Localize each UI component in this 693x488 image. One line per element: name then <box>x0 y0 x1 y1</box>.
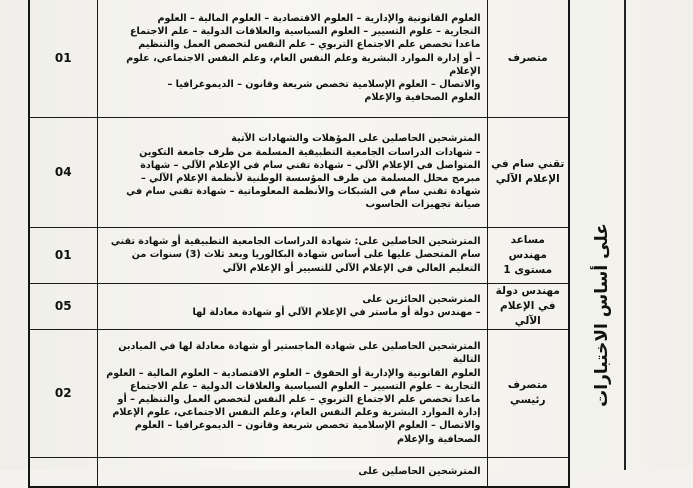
table-row <box>29 329 569 457</box>
job-title: تقني سام في الإعلام الآلي <box>487 117 569 227</box>
positions-count: 01 <box>29 227 97 283</box>
job-title: متصرف <box>487 0 569 117</box>
qualifications-text: المترشحين الحاصلين على المؤهلات والشهادات الآتية – شهادات الدراسات الجامعية التطبيقية المسلمة من طرف جامعة التكوين المتواصل في الإعلام الآلي – شهادة تقني سام في الإعلام الآلي – شهادة مبرمج محلل المسلمة من طرف المؤسسة الوطنية لأنظمة الإعلام الآلي – شهادة تقني سام في الشبكات والأنظمة المعلوماتية – شهادة تقني سام في صيانة تجهيزات الحاسوب <box>97 117 487 227</box>
recruitment-table <box>28 0 570 488</box>
table-row <box>29 283 569 329</box>
table-row <box>29 457 569 487</box>
job-title: مساعد مهندس مستوى 1 <box>487 227 569 283</box>
qualifications-text: المترشحين الحاصلين على: شهادة الدراسات الجامعية التطبيقية أو شهادة تقني سام المتحصل عليها على أساس شهادة البكالوريا وبعد ثلاث (3) سنوات من التعليم العالي في الإعلام الآلي للتسيير أو الإعلام الآلي <box>97 227 487 283</box>
job-title <box>487 457 569 487</box>
side-header-text: على أساس الاختبارات <box>592 223 613 407</box>
table-row <box>29 0 569 117</box>
positions-count: 01 <box>29 0 97 117</box>
qualifications-text: المترشحين الحاصلين على <box>97 457 487 487</box>
positions-count <box>29 457 97 487</box>
job-title: متصرف رئيسي <box>487 329 569 457</box>
positions-count: 05 <box>29 283 97 329</box>
side-header <box>582 150 622 480</box>
positions-count: 04 <box>29 117 97 227</box>
job-title: مهندس دولة في الإعلام الآلي <box>487 283 569 329</box>
qualifications-text: العلوم القانونية والإدارية – العلوم الاقتصادية – العلوم المالية – العلوم التجارية – علوم التسيير – العلوم السياسية والعلاقات الدولية – علم الاجتماع ماعدا تخصص علم الاجتماع التربوي – علم النفس لتخصص العمل والتنظيم – أو إدارة الموارد البشرية وعلم النفس العام، وعلم النفس الاجتماعي، علوم الإعلام والاتصال – العلوم الإسلامية تخصص شريعة وقانون – الديموغرافيا – العلوم الصحافية والإعلام <box>97 0 487 117</box>
qualifications-text: المترشحين الحاصلين على شهادة الماجستير أو شهادة معادلة لها في الميادين التالية العلوم القانونية والإدارية أو الحقوق – العلوم الاقتصادية – العلوم المالية – العلوم التجارية – علوم التسيير – العلوم السياسية والعلاقات الدولية – علم الاجتماع ماعدا تخصص علم الاجتماع التربوي – علم النفس لتخصص العمل والتنظيم – أو إدارة الموارد البشرية وعلم النفس العام، وعلم النفس الاجتماعي، علوم الإعلام والاتصال – العلوم الإسلامية تخصص شريعة وقانون – الديموغرافيا – العلوم الصحافية والإعلام <box>97 329 487 457</box>
table-row <box>29 117 569 227</box>
qualifications-text: المترشحين الحائزين على – مهندس دولة أو ماستر في الإعلام الآلي أو شهادة معادلة لها <box>97 283 487 329</box>
table-row <box>29 227 569 283</box>
positions-count: 02 <box>29 329 97 457</box>
side-divider <box>624 0 626 470</box>
